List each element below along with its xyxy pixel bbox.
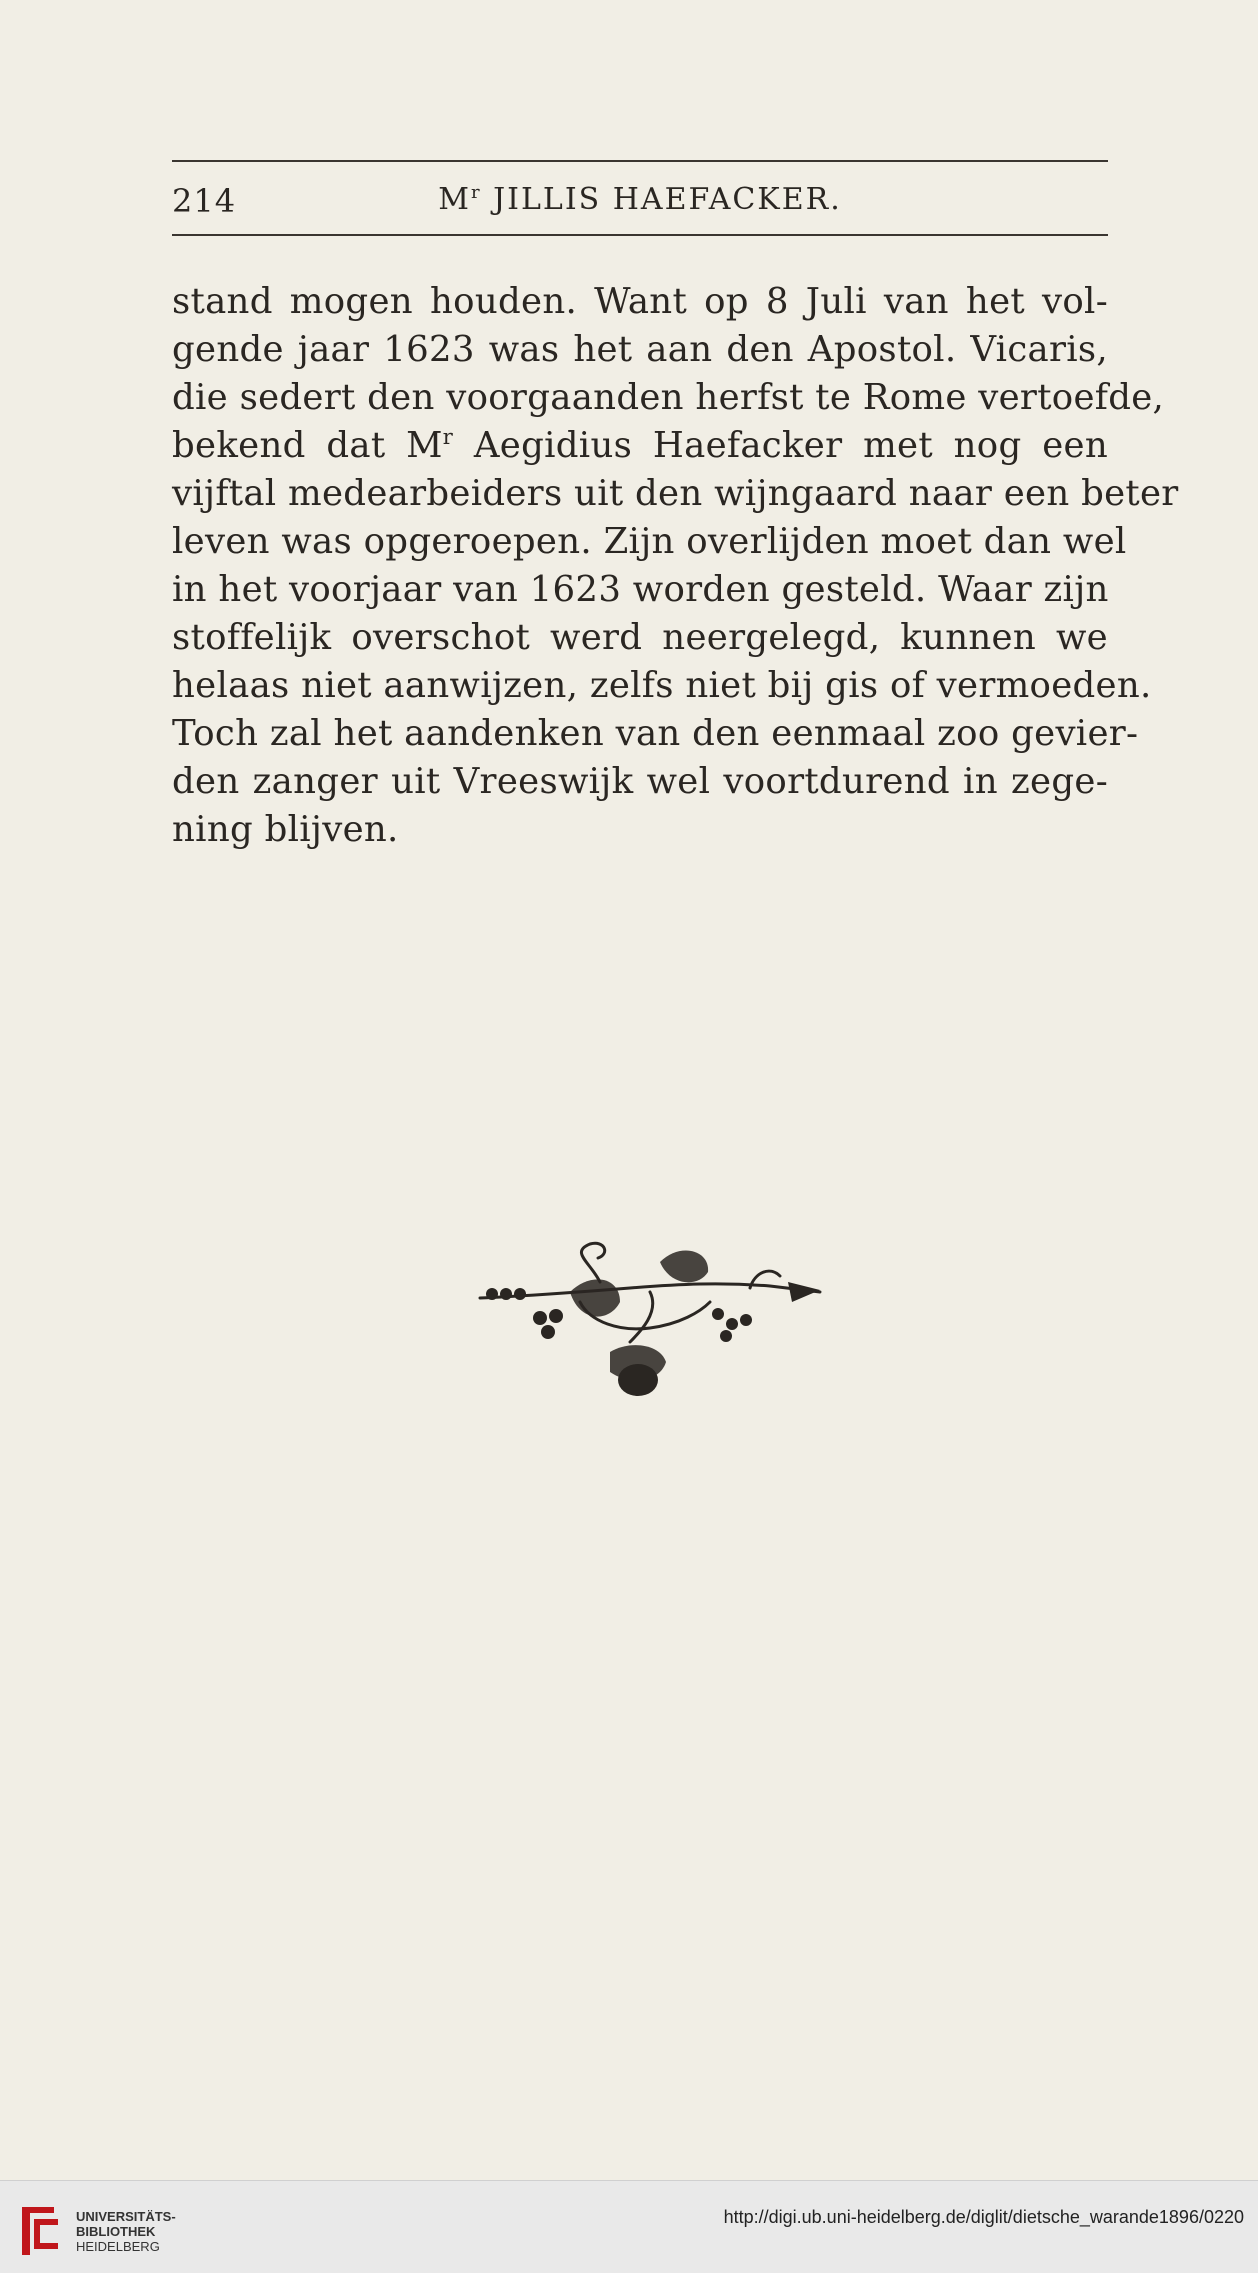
running-title-superscript: r	[470, 182, 482, 203]
text-line: Toch zal het aandenken van den eenmaal zoo gevier-	[172, 713, 1139, 754]
text-line: leven was opgeroepen. Zijn overlijden moet dan wel	[172, 521, 1127, 562]
library-logo-icon	[14, 2199, 66, 2263]
library-name-line: BIBLIOTHEK	[76, 2224, 156, 2239]
library-name-line: UNIVERSITÄTS-	[76, 2209, 176, 2224]
running-header	[172, 178, 1108, 226]
text-line: helaas niet aanwijzen, zelfs niet bij gis of vermoeden.	[172, 665, 1152, 706]
text-line: stand mogen houden. Want op 8 Juli van het vol-	[172, 281, 1108, 322]
text-line	[172, 422, 1108, 470]
digitization-footer	[0, 2180, 1258, 2273]
page-number: 214	[172, 182, 237, 220]
running-title-text: JILLIS HAEFACKER.	[481, 182, 842, 217]
running-title	[172, 182, 1108, 217]
vine-ornament-icon	[470, 1232, 832, 1412]
library-name	[76, 2209, 176, 2254]
header-top-rule	[172, 160, 1108, 162]
text-fragment: bekend dat M	[172, 425, 443, 466]
text-line: vijftal medearbeiders uit den wijngaard naar een beter	[172, 473, 1179, 514]
header-bottom-rule	[172, 234, 1108, 236]
text-line: gende jaar 1623 was het aan den Apostol. Vicaris,	[172, 329, 1108, 370]
text-fragment: Aegidius Haefacker met nog een	[453, 425, 1108, 466]
text-line: stoffelijk overschot werd neergelegd, kunnen we	[172, 617, 1108, 658]
text-line: die sedert den voorgaanden herfst te Rome vertoefde,	[172, 377, 1165, 418]
library-name-line: HEIDELBERG	[76, 2239, 160, 2254]
superscript: r	[442, 425, 454, 450]
text-line: den zanger uit Vreeswijk wel voortdurend in zege-	[172, 761, 1108, 802]
body-paragraph	[172, 278, 1179, 854]
running-title-prefix: M	[438, 182, 471, 217]
text-line: ning blijven.	[172, 809, 399, 850]
permalink-url[interactable]: http://digi.ub.uni-heidelberg.de/diglit/dietsche_warande1896/0220	[723, 2207, 1244, 2227]
text-line: in het voorjaar van 1623 worden gesteld. Waar zijn	[172, 569, 1109, 610]
